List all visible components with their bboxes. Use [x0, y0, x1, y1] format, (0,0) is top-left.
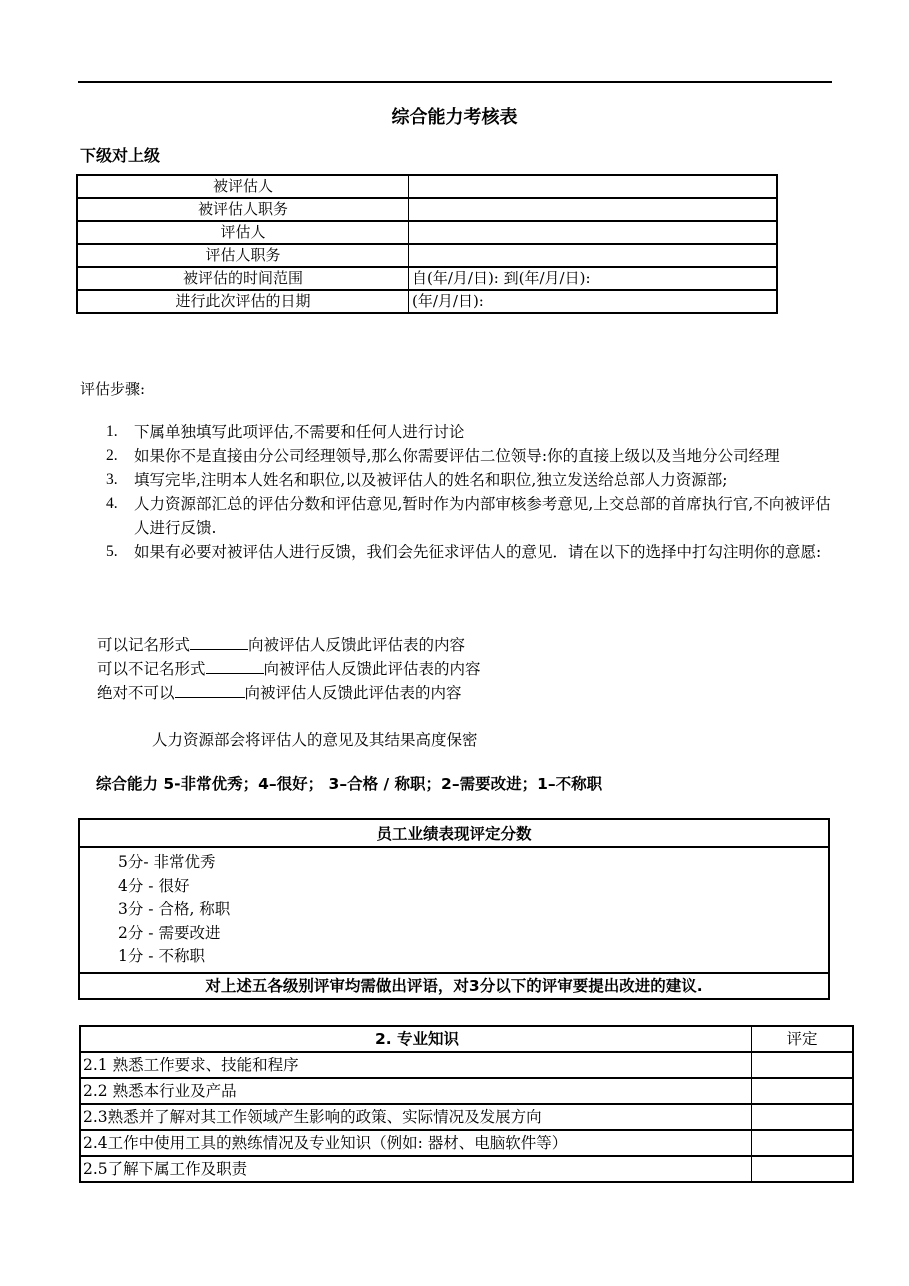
steps-heading: 评估步骤: [80, 380, 146, 398]
list-item [106, 492, 834, 540]
info-label: 评估人 [77, 221, 409, 244]
choice-text: 可以不记名形式 [97, 660, 206, 678]
table-row [80, 1052, 853, 1078]
choice-text: 向被评估人反馈此评估表的内容 [244, 684, 462, 702]
info-value[interactable]: (年/月/日): [409, 290, 778, 313]
feedback-choice-named [97, 633, 465, 655]
rating-box-header: 员工业绩表现评定分数 [80, 820, 828, 848]
info-row [77, 290, 777, 313]
rating-cell[interactable] [752, 1130, 854, 1156]
info-row [77, 221, 777, 244]
knowledge-item: 2.2 熟悉本行业及产品 [80, 1078, 752, 1104]
info-value[interactable] [409, 221, 778, 244]
step-text: 填写完毕,注明本人姓名和职位,以及被评估人的姓名和职位,独立发送给总部人力资源部; [134, 471, 728, 489]
info-label: 评估人职务 [77, 244, 409, 267]
feedback-choice-anonymous [97, 657, 481, 679]
choice-blank[interactable] [190, 633, 248, 650]
rating-item: 4分 - 很好 [118, 877, 190, 895]
rating-box-footer: 对上述五各级别评审均需做出评语，对3分以下的评审要提出改进的建议. [80, 972, 828, 998]
scale-legend: 综合能力 5-非常优秀；4–很好； 3–合格 / 称职；2–需要改进；1–不称职 [96, 775, 603, 793]
list-item [106, 444, 834, 468]
document-title: 综合能力考核表 [391, 107, 518, 128]
info-label: 进行此次评估的日期 [77, 290, 409, 313]
rating-item: 1分 - 不称职 [118, 947, 205, 965]
info-value[interactable] [409, 198, 778, 221]
table-row [80, 1104, 853, 1130]
top-rule [78, 81, 832, 83]
table-row [80, 1156, 853, 1182]
rating-cell[interactable] [752, 1156, 854, 1182]
step-text: 下属单独填写此项评估,不需要和任何人进行讨论 [134, 423, 465, 441]
step-text: 人力资源部汇总的评估分数和评估意见,暂时作为内部审核参考意见,上交总部的首席执行官,不向被评估人进行反馈. [134, 495, 831, 537]
rating-item: 2分 - 需要改进 [118, 924, 221, 942]
evaluation-info-table [76, 174, 778, 314]
steps-list [106, 420, 834, 564]
table-row [80, 1130, 853, 1156]
info-value[interactable]: 自(年/月/日): 到(年/月/日): [409, 267, 778, 290]
rating-header: 评定 [752, 1026, 854, 1052]
step-text: 如果有必要对被评估人进行反馈，我们会先征求评估人的意见．请在以下的选择中打勾注明你的意愿: [134, 543, 822, 561]
rating-item: 5分- 非常优秀 [118, 853, 216, 871]
rating-cell[interactable] [752, 1104, 854, 1130]
choice-text: 向被评估人反馈此评估表的内容 [248, 636, 466, 654]
step-number: 3. [106, 471, 118, 488]
info-row [77, 267, 777, 290]
list-item [106, 420, 834, 444]
choice-blank[interactable] [206, 657, 264, 674]
rating-scale-box [78, 818, 830, 1000]
knowledge-item: 2.3熟悉并了解对其工作领域产生影响的政策、实际情况及发展方向 [80, 1104, 752, 1130]
info-value[interactable] [409, 175, 778, 198]
confidentiality-note: 人力资源部会将评估人的意见及其结果高度保密 [152, 731, 478, 749]
list-item [106, 468, 834, 492]
choice-text: 绝对不可以 [97, 684, 175, 702]
document-subtitle: 下级对上级 [80, 146, 161, 165]
step-number: 2. [106, 447, 118, 464]
knowledge-header: 2. 专业知识 [80, 1026, 752, 1052]
step-number: 1. [106, 423, 118, 440]
info-row [77, 198, 777, 221]
knowledge-item: 2.1 熟悉工作要求、技能和程序 [80, 1052, 752, 1078]
list-item [106, 540, 834, 564]
choice-text: 向被评估人反馈此评估表的内容 [263, 660, 481, 678]
info-row [77, 175, 777, 198]
knowledge-item: 2.4工作中使用工具的熟练情况及专业知识（例如: 器材、电脑软件等） [80, 1130, 752, 1156]
step-number: 5. [106, 543, 118, 560]
table-row [80, 1078, 853, 1104]
table-header-row [80, 1026, 853, 1052]
step-text: 如果你不是直接由分公司经理领导,那么你需要评估二位领导:你的直接上级以及当地分公司经理 [134, 447, 780, 465]
step-number: 4. [106, 495, 118, 512]
info-label: 被评估的时间范围 [77, 267, 409, 290]
choice-text: 可以记名形式 [97, 636, 191, 654]
info-value[interactable] [409, 244, 778, 267]
knowledge-item: 2.5了解下属工作及职责 [80, 1156, 752, 1182]
info-label: 被评估人职务 [77, 198, 409, 221]
feedback-choice-never [97, 681, 462, 703]
rating-item: 3分 - 合格, 称职 [118, 900, 231, 918]
choice-blank[interactable] [175, 681, 245, 698]
knowledge-table [79, 1025, 854, 1183]
rating-cell[interactable] [752, 1052, 854, 1078]
info-label: 被评估人 [77, 175, 409, 198]
rating-cell[interactable] [752, 1078, 854, 1104]
info-row [77, 244, 777, 267]
